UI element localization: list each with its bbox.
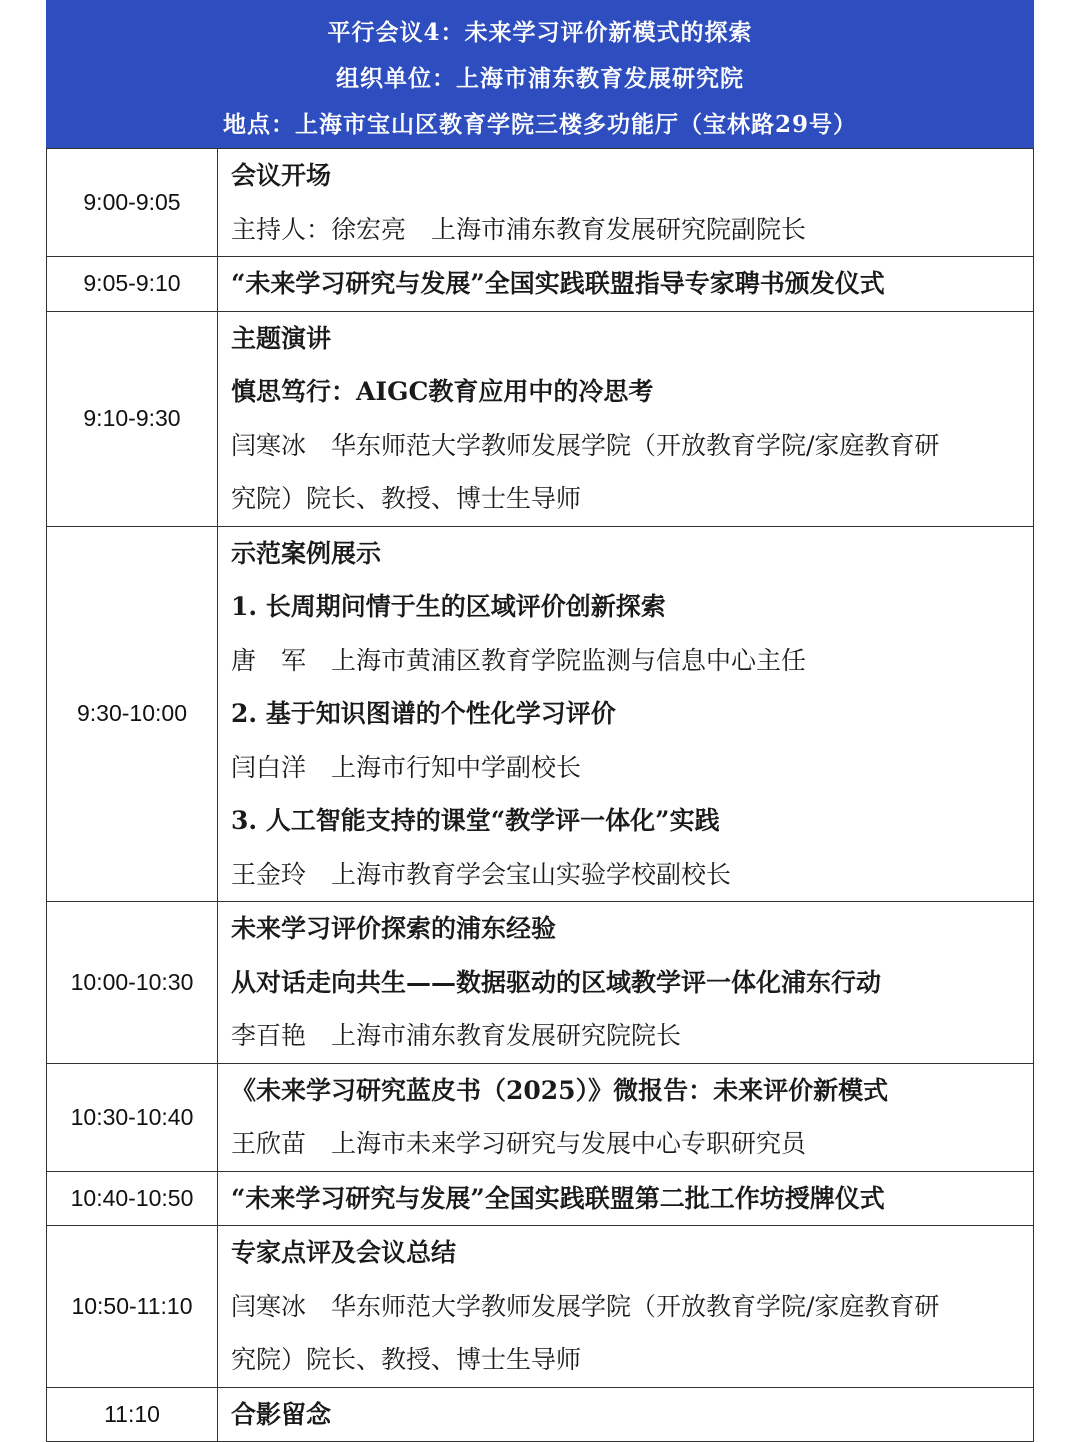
agenda-header <box>46 0 1034 148</box>
agenda-row <box>47 1387 1034 1442</box>
item-heading: 慎思笃行：AIGC教育应用中的冷思考 <box>231 377 654 406</box>
agenda-row <box>47 311 1034 526</box>
content-cell <box>218 1387 1034 1442</box>
item-heading: 会议开场 <box>231 161 332 190</box>
time-cell: 9:05-9:10 <box>47 257 218 312</box>
agenda-row <box>47 149 1034 257</box>
agenda-row <box>47 526 1034 902</box>
agenda-row <box>47 902 1034 1064</box>
item-heading: 3. 人工智能支持的课堂“教学评一体化”实践 <box>231 806 720 835</box>
time-cell: 10:00-10:30 <box>47 902 218 1064</box>
item-detail: 究院）院长、教授、博士生导师 <box>231 1345 582 1374</box>
content-cell <box>218 526 1034 902</box>
content-cell <box>218 1063 1034 1171</box>
agenda-row <box>47 257 1034 312</box>
content-cell <box>218 257 1034 312</box>
time-cell: 10:50-11:10 <box>47 1226 218 1388</box>
organizer-line: 组织单位：上海市浦东教育发展研究院 <box>336 65 744 92</box>
time-cell: 10:30-10:40 <box>47 1063 218 1171</box>
item-heading: 专家点评及会议总结 <box>231 1238 457 1267</box>
item-detail: 王金玲 上海市教育学会宝山实验学校副校长 <box>231 859 732 889</box>
item-detail: 究院）院长、教授、博士生导师 <box>231 484 582 513</box>
item-heading: 示范案例展示 <box>231 538 382 568</box>
item-heading: “未来学习研究与发展”全国实践联盟第二批工作坊授牌仪式 <box>231 1183 885 1213</box>
item-detail: 唐 军 上海市黄浦区教育学院监测与信息中心主任 <box>231 645 807 675</box>
time-cell: 9:30-10:00 <box>47 526 218 902</box>
item-heading: “未来学习研究与发展”全国实践联盟指导专家聘书颁发仪式 <box>231 269 885 298</box>
item-detail: 王欣苗 上海市未来学习研究与发展中心专职研究员 <box>231 1129 807 1158</box>
time-cell: 11:10 <box>47 1387 218 1442</box>
agenda-row <box>47 1063 1034 1171</box>
item-heading: 未来学习评价探索的浦东经验 <box>231 914 557 943</box>
session-title: 平行会议4：未来学习评价新模式的探索 <box>327 19 753 46</box>
venue-line: 地点：上海市宝山区教育学院三楼多功能厅（宝林路29号） <box>222 111 857 138</box>
item-detail: 主持人：徐宏亮 上海市浦东教育发展研究院副院长 <box>231 214 807 244</box>
agenda-table <box>46 148 1034 1442</box>
time-cell: 10:40-10:50 <box>47 1171 218 1226</box>
content-cell <box>218 311 1034 526</box>
item-heading: 从对话走向共生——数据驱动的区域教学评一体化浦东行动 <box>231 967 882 997</box>
content-cell <box>218 1226 1034 1388</box>
agenda-row <box>47 1226 1034 1388</box>
content-cell <box>218 902 1034 1064</box>
item-heading: 2. 基于知识图谱的个性化学习评价 <box>231 699 616 728</box>
agenda-row <box>47 1171 1034 1226</box>
item-detail: 闫寒冰 华东师范大学教师发展学院（开放教育学院/家庭教育研 <box>231 430 940 460</box>
item-detail: 闫寒冰 华东师范大学教师发展学院（开放教育学院/家庭教育研 <box>231 1291 940 1321</box>
time-cell: 9:00-9:05 <box>47 149 218 257</box>
content-cell <box>218 149 1034 257</box>
item-heading: 1. 长周期问情于生的区域评价创新探索 <box>231 592 666 621</box>
item-heading: 合影留念 <box>231 1399 332 1429</box>
item-heading: 《未来学习研究蓝皮书（2025）》微报告：未来评价新模式 <box>231 1075 889 1105</box>
item-detail: 李百艳 上海市浦东教育发展研究院院长 <box>231 1021 682 1050</box>
item-detail: 闫白洋 上海市行知中学副校长 <box>231 752 582 782</box>
agenda-sheet <box>46 0 1034 1442</box>
item-heading: 主题演讲 <box>231 323 332 353</box>
content-cell <box>218 1171 1034 1226</box>
time-cell: 9:10-9:30 <box>47 311 218 526</box>
